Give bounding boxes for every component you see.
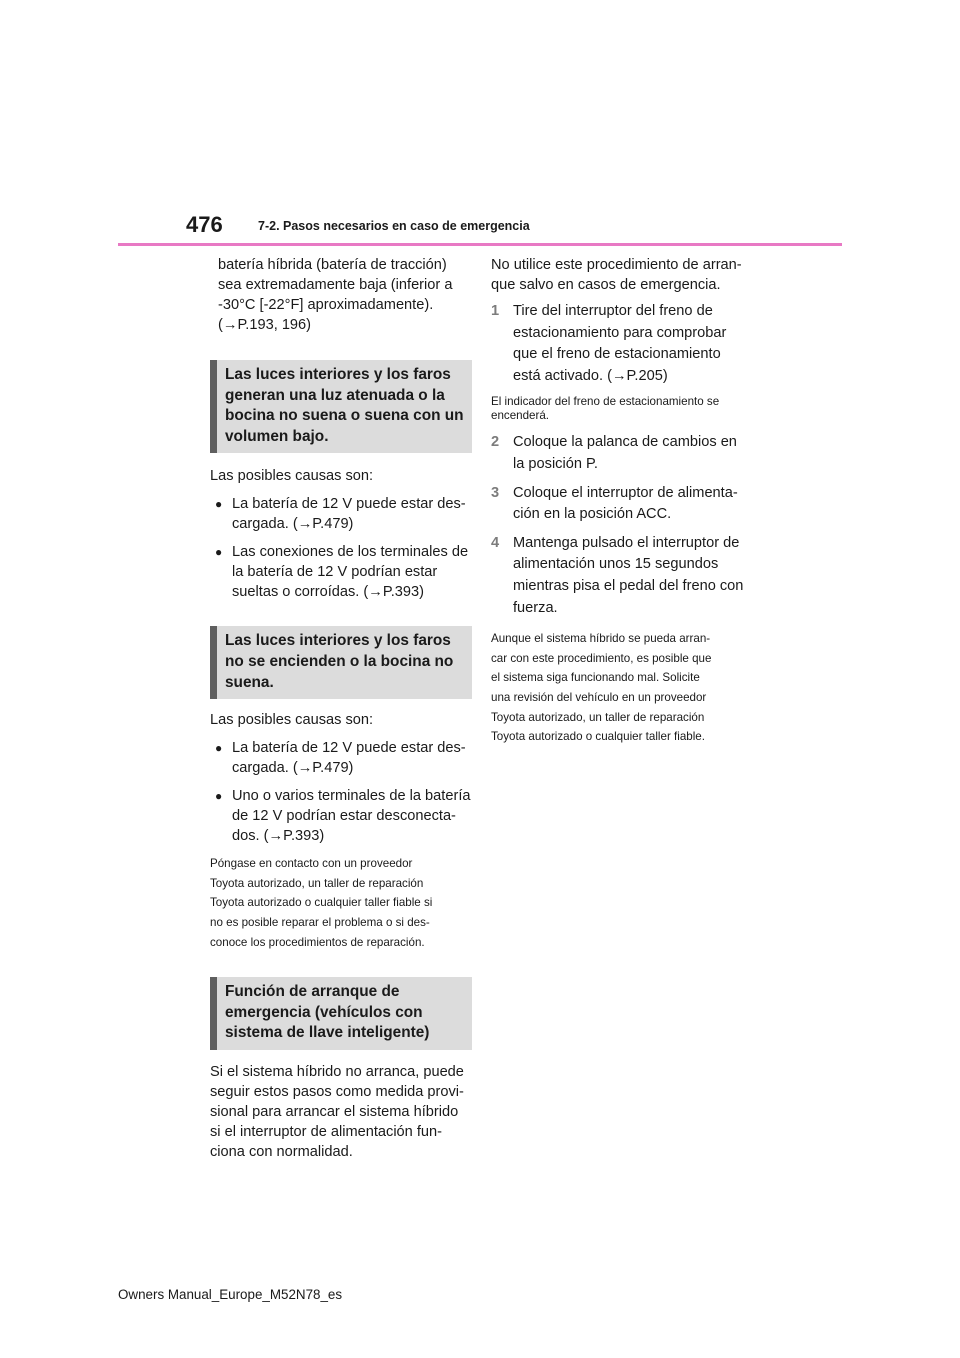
text-line: ción en la posición ACC. <box>513 506 672 523</box>
text-line: mientras pisa el pedal del freno con <box>513 577 744 594</box>
footer-label: Owners Manual_Europe_M52N78_es <box>118 1287 343 1302</box>
outro-paragraph <box>210 1062 472 1162</box>
text-line: fuerza. <box>513 599 558 616</box>
text-line: que el freno de estacionamiento <box>513 346 721 363</box>
intro-paragraph <box>491 255 751 295</box>
text-line: estacionamiento para comprobar <box>513 324 727 341</box>
text-line: Mantenga pulsado el interruptor de <box>513 534 740 551</box>
text-line: Las conexiones de los terminales de <box>232 544 469 561</box>
step-2 <box>491 432 751 475</box>
intro-paragraph <box>210 255 472 335</box>
bullet-icon: ● <box>215 741 223 756</box>
text-line: La batería de 12 V puede estar des- <box>232 496 466 513</box>
bullet-icon: ● <box>215 497 223 512</box>
text-line: la batería de 12 V podrían estar <box>232 564 438 581</box>
step-note <box>491 395 751 422</box>
text-line: Uno o varios terminales de la batería <box>232 788 471 805</box>
text-line: ciona con normalidad. <box>210 1143 353 1160</box>
step-4 <box>491 533 751 619</box>
list-item <box>210 738 472 778</box>
text-line: Aunque el sistema híbrido se pueda arran- <box>491 632 711 646</box>
list-item <box>210 494 472 534</box>
page-reference[interactable]: sueltas o corroídas. (→P.393) <box>232 584 424 601</box>
page-reference[interactable]: cargada. (→P.479) <box>232 516 354 533</box>
text-line: car con este procedimiento, es posible que <box>491 651 712 665</box>
text-line: una revisión del vehículo en un proveedor <box>491 690 707 704</box>
step-number: 4 <box>491 534 500 551</box>
text-line: seguir estos pasos como medida provi- <box>210 1083 464 1100</box>
step-number: 2 <box>491 434 500 451</box>
text-line: Toyota autorizado, un taller de reparación <box>491 710 705 724</box>
right-column <box>491 255 751 747</box>
bullet-icon: ● <box>215 789 223 804</box>
text-line: No utilice este procedimiento de arran- <box>491 257 742 273</box>
text-line: -30°C [-22°F] aproximadamente). <box>218 297 434 313</box>
text-line: encenderá. <box>491 408 550 422</box>
text-line: la posición P. <box>513 455 598 472</box>
text-line: alimentación unos 15 segundos <box>513 556 719 573</box>
page-reference[interactable]: (→P.193, 196) <box>218 317 312 333</box>
step-number: 1 <box>491 303 500 319</box>
bullet-icon: ● <box>215 545 223 560</box>
text-line: Si el sistema híbrido no arranca, puede <box>210 1063 464 1080</box>
note-paragraph <box>210 854 472 952</box>
causes-intro: Las posibles causas son: <box>210 712 374 729</box>
left-column <box>210 255 472 1162</box>
text-line: Toyota autorizado o cualquier taller fiable. <box>491 730 705 744</box>
text-line: si el interruptor de alimentación fun- <box>210 1123 442 1140</box>
page-reference[interactable]: dos. (→P.393) <box>232 828 325 845</box>
text-line: sional para arrancar el sistema híbrido <box>210 1103 459 1120</box>
header-rule <box>118 243 842 246</box>
list-item <box>210 786 472 846</box>
page-reference[interactable]: está activado. (→P.205) <box>513 367 668 384</box>
text-line: Coloque el interruptor de alimenta- <box>513 484 738 501</box>
list-item <box>210 542 472 602</box>
text-line: no es posible reparar el problema o si des- <box>210 915 430 929</box>
heading-emergency-start: Función de arranque de emergencia (vehículos con sistema de llave inteligente) <box>210 977 472 1050</box>
page-reference[interactable]: cargada. (→P.479) <box>232 760 354 777</box>
heading-dim-lights: Las luces interiores y los faros generan una luz atenuada o la bocina no suena o suena con un volumen bajo. <box>210 360 472 453</box>
section-title: 7-2. Pasos necesarios en caso de emergencia <box>258 219 530 233</box>
causes-intro: Las posibles causas son: <box>210 468 374 485</box>
text-line: Tire del interruptor del freno de <box>513 303 713 319</box>
text-line: conoce los procedimientos de reparación. <box>210 935 425 949</box>
page-number: 476 <box>186 212 223 237</box>
heading-lights-off: Las luces interiores y los faros no se encienden o la bocina no suena. <box>210 626 472 699</box>
text-line: Toyota autorizado o cualquier taller fiable si <box>210 896 433 910</box>
step-number: 3 <box>491 484 500 501</box>
text-line: el sistema siga funcionando mal. Solicite <box>491 671 700 685</box>
text-line: que salvo en casos de emergencia. <box>491 277 721 293</box>
step-1 <box>491 301 751 387</box>
text-line: batería híbrida (batería de tracción) <box>218 257 447 273</box>
text-line: sea extremadamente baja (inferior a <box>218 277 453 293</box>
text-line: Coloque la palanca de cambios en <box>513 434 737 451</box>
text-line: Póngase en contacto con un proveedor <box>210 857 413 871</box>
text-line: Toyota autorizado, un taller de reparación <box>210 876 424 890</box>
text-line: de 12 V podrían estar desconecta- <box>232 808 456 825</box>
final-note <box>491 629 751 747</box>
text-line: La batería de 12 V puede estar des- <box>232 740 466 757</box>
text-line: El indicador del freno de estacionamiento se <box>491 395 720 409</box>
step-3 <box>491 483 751 526</box>
